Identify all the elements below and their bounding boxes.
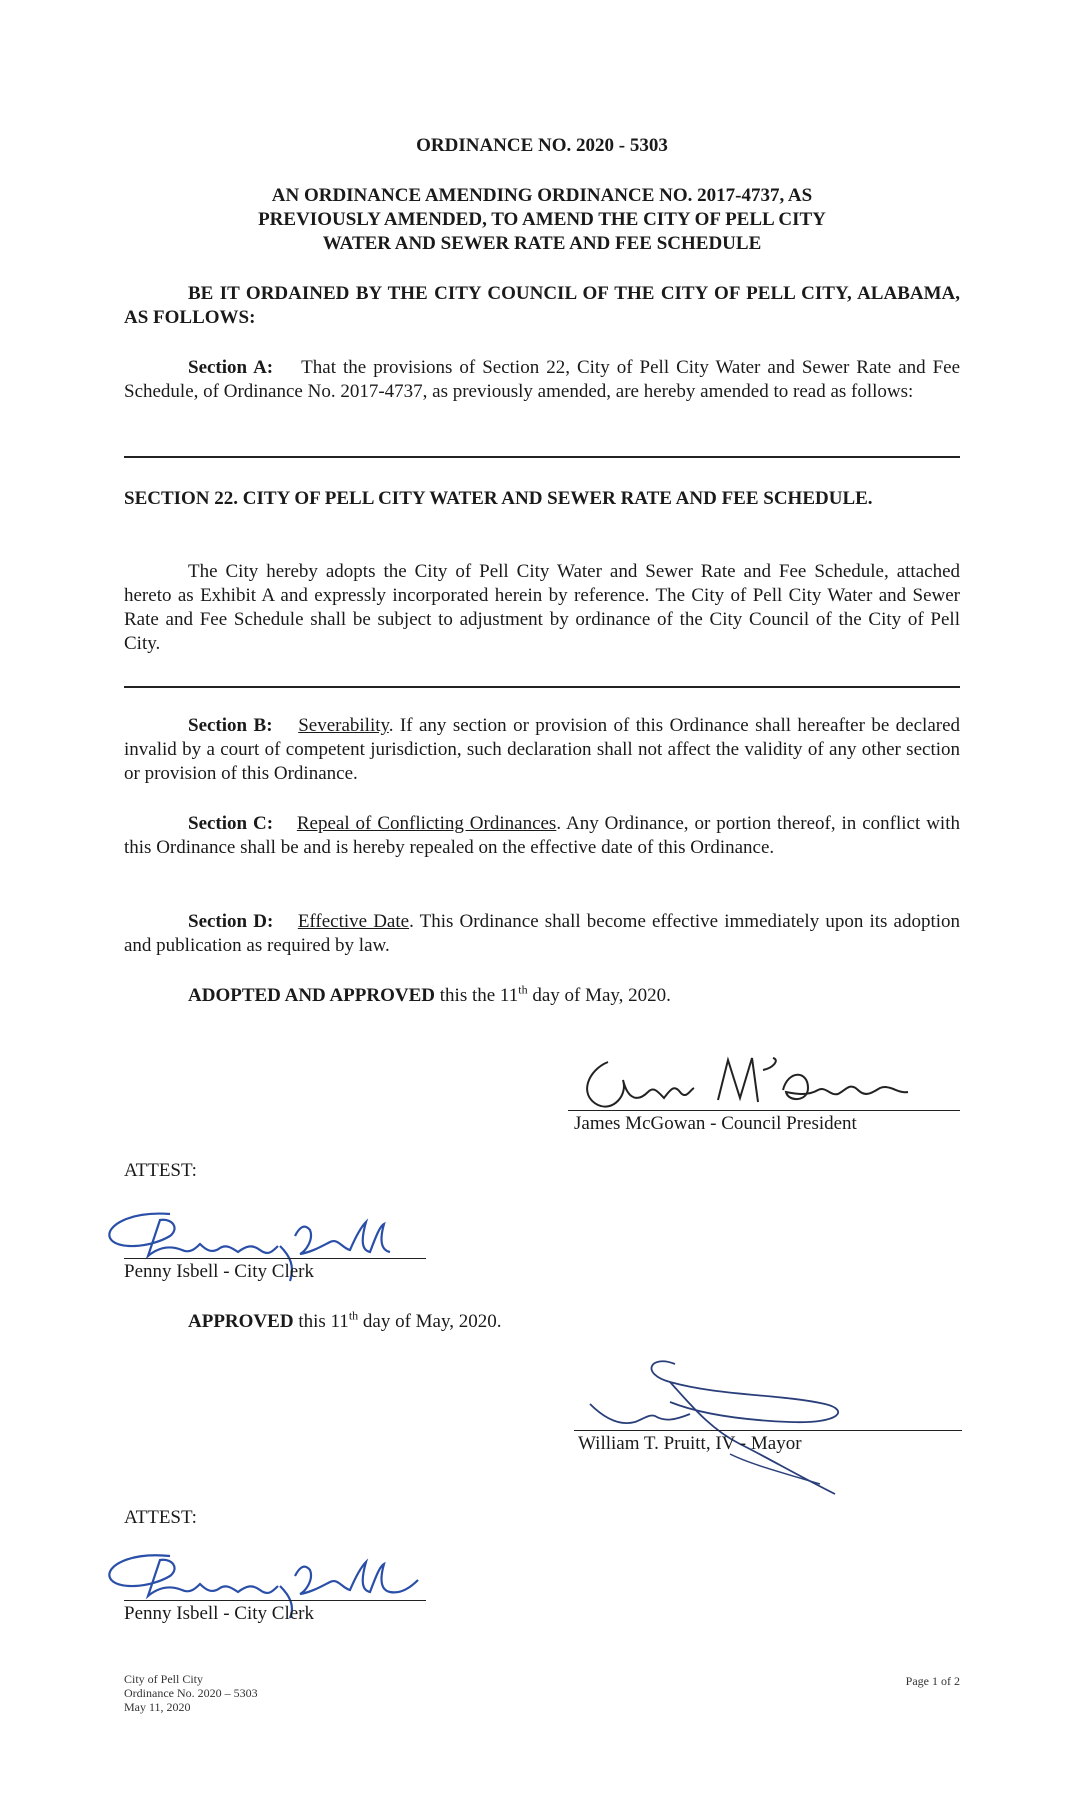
section-b-title: Severability [298, 715, 389, 736]
approved-sup: th [348, 1308, 359, 1323]
section-c-text: . Any Ordinance, or portion thereof, in conflict with this Ordinance shall be and is hereby repealed on the effective date of this Ordinance. [124, 813, 960, 858]
section-b-text: . If any section or provision of this Ordinance shall hereafter be declared invalid by a court of competent jurisdiction, such declaration shall not affect the validity of any other section or provision of this Ordinance. [124, 715, 961, 784]
preamble [124, 282, 960, 330]
section-d [124, 910, 960, 958]
council-president-signature-line [568, 1110, 960, 1111]
section-b-label: Section B: [188, 715, 273, 736]
section-d-title: Effective Date [297, 911, 410, 932]
title-line-1: AN ORDINANCE AMENDING ORDINANCE NO. 2017-4737, AS [271, 185, 813, 206]
section-c-title: Repeal of Conflicting Ordinances [296, 813, 557, 834]
clerk-caption-2: Penny Isbell - City Clerk [124, 1603, 314, 1624]
footer-line-2: Ordinance No. 2020 – 5303 [124, 1686, 258, 1700]
section-b [124, 714, 960, 786]
section-22-body [124, 560, 960, 656]
adopted-sup: th [518, 982, 528, 997]
title-line-2: PREVIOUSLY AMENDED, TO AMEND THE CITY OF PELL CITY [258, 209, 826, 230]
footer-line-3: May 11, 2020 [124, 1700, 191, 1714]
section-c [124, 812, 960, 860]
divider-bottom [124, 686, 960, 688]
ordinance-number: ORDINANCE NO. 2020 - 5303 [416, 135, 668, 156]
section-c-label: Section C: [188, 813, 274, 834]
section-22-text: The City hereby adopts the City of Pell City Water and Sewer Rate and Fee Schedule, attached hereto as Exhibit A and expressly incorporated herein by reference. The City of Pell City Water and Sewer Rate and Fee Schedule shall be subject to adjustment by ordinance of the City Council of the City of Pell City. [124, 561, 960, 654]
clerk-signature-line-2 [124, 1600, 426, 1601]
adopted-statement [124, 984, 960, 1008]
approved-statement [124, 1310, 960, 1334]
mayor-caption: William T. Pruitt, IV - Mayor [578, 1433, 802, 1454]
mayor-signature-line [574, 1430, 962, 1431]
section-d-text: . This Ordinance shall become effective immediately upon its adoption and publication as required by law. [124, 911, 961, 956]
attest-label-1: ATTEST: [124, 1160, 197, 1181]
section-a [124, 356, 960, 404]
attest-label-2: ATTEST: [124, 1507, 197, 1528]
divider-top [124, 456, 960, 458]
approved-post: day of May, 2020. [358, 1311, 502, 1332]
footer-line-1: City of Pell City [124, 1672, 204, 1686]
section-d-label: Section D: [188, 911, 274, 932]
adopted-bold: ADOPTED AND APPROVED [188, 985, 436, 1006]
clerk-caption-1: Penny Isbell - City Clerk [124, 1261, 314, 1282]
approved-bold: APPROVED [188, 1311, 294, 1332]
footer-page-number: Page 1 of 2 [905, 1674, 960, 1688]
adopted-post: day of May, 2020. [527, 985, 671, 1006]
section-a-text: That the provisions of Section 22, City of Pell City Water and Sewer Rate and Fee Schedule, of Ordinance No. 2017-4737, as previously amended, are hereby amended to read as follows: [124, 357, 961, 402]
council-president-caption: James McGowan - Council President [574, 1113, 857, 1134]
clerk-signature-line-1 [124, 1258, 426, 1259]
section-22-heading: SECTION 22. CITY OF PELL CITY WATER AND SEWER RATE AND FEE SCHEDULE. [124, 488, 873, 509]
title-line-3: WATER AND SEWER RATE AND FEE SCHEDULE [322, 233, 762, 254]
footer-left [124, 1672, 258, 1714]
adopted-pre: this the 11 [435, 985, 519, 1006]
mayor-signature [580, 1344, 870, 1504]
preamble-text: BE IT ORDAINED BY THE CITY COUNCIL OF THE CITY OF PELL CITY, ALABAMA, AS FOLLOWS: [124, 283, 960, 328]
council-president-signature [568, 1040, 968, 1120]
approved-pre: this 11 [293, 1311, 349, 1332]
section-a-label: Section A: [188, 357, 274, 378]
